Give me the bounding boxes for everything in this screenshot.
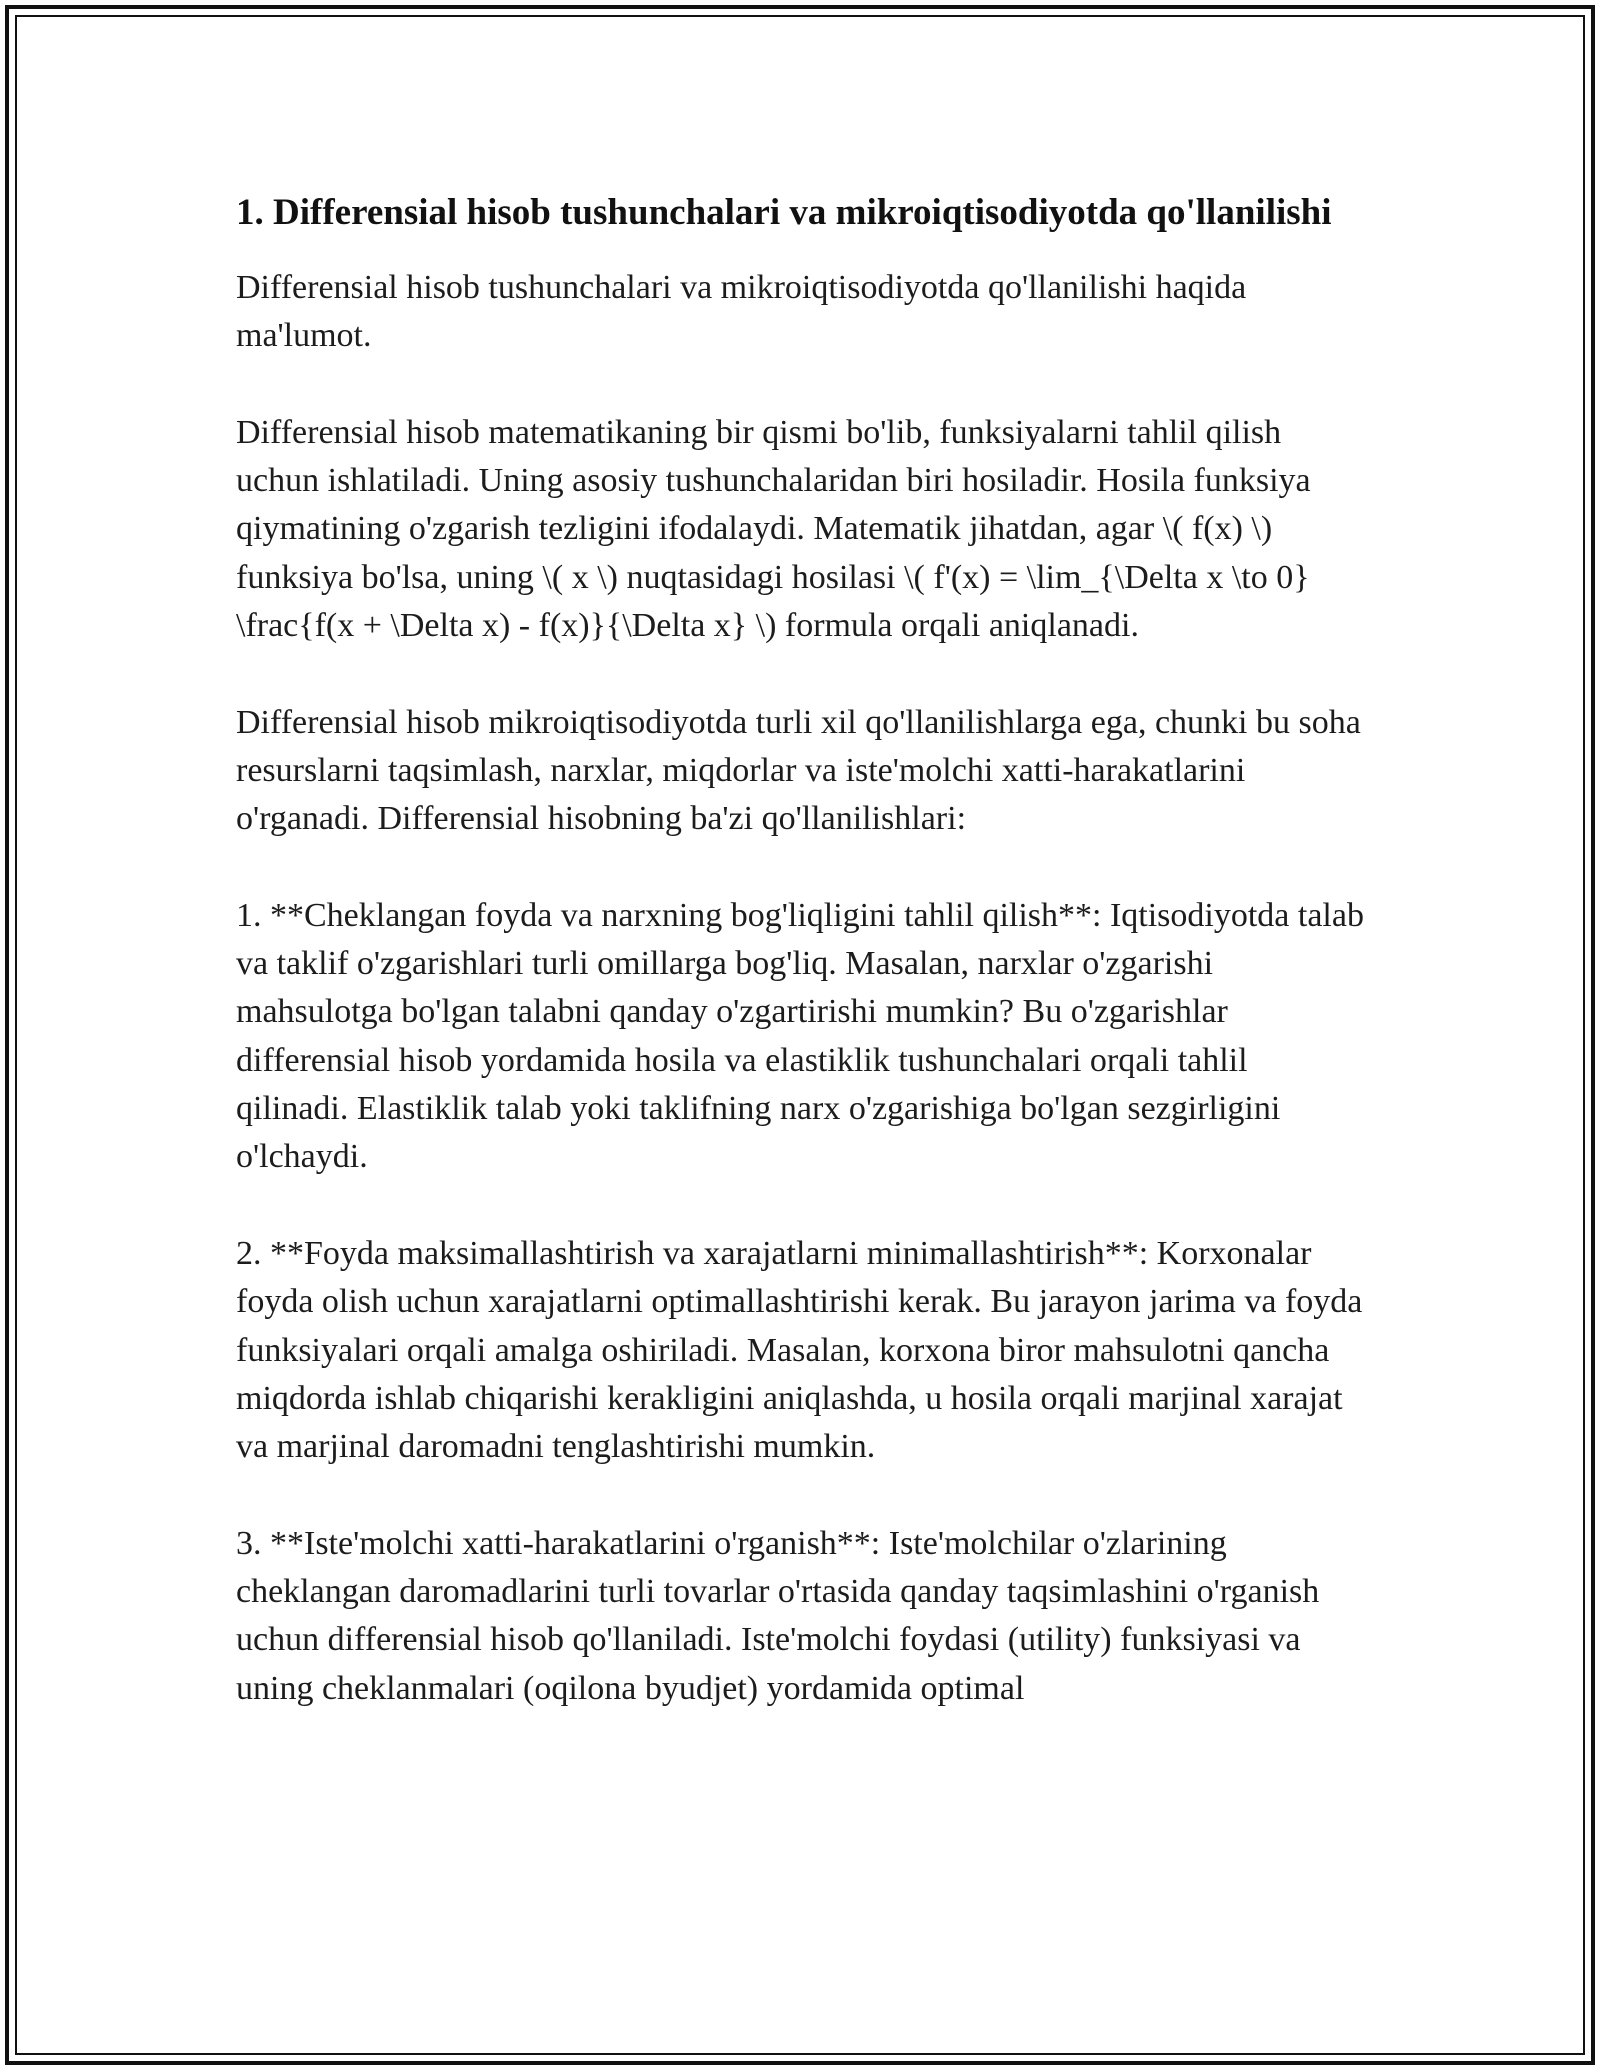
- intro-paragraph: Differensial hisob tushunchalari va mikroiqtisodiyotda qo'llanilishi haqida ma'lumot.: [236, 269, 1247, 355]
- applications-intro-paragraph: Differensial hisob mikroiqtisodiyotda turli xil qo'llanilishlarga ega, chunki bu soha resurslarni taqsimlash, narxlar, miqdorlar va iste'molchi xatti-harakatlarini o'rganadi. Differensial hisobning ba'zi qo'llanilishlari:: [236, 703, 1361, 838]
- application-item-1: 1. **Cheklangan foyda va narxning bog'liqligini tahlil qilish**: Iqtisodiyotda talab va taklif o'zgarishlari turli omillarga bog'liq. Masalan, narxlar o'zgarishi mahsulotga bo'lgan talabni qanday o'zgartirishi mumkin? Bu o'zgarishlar differensial hisob yordamida hosila va elastiklik tushunchalari orqali tahlil qilinadi. Elastiklik talab yoki taklifning narx o'zgarishiga bo'lgan sezgirligini o'lchaydi.: [236, 896, 1364, 1176]
- application-item-2: 2. **Foyda maksimallashtirish va xarajatlarni minimallashtirish**: Korxonalar foyda olish uchun xarajatlarni optimallashtirishi kerak. Bu jarayon jarima va foyda funksiyalari orqali amalga oshiriladi. Masalan, korxona biror mahsulotni qancha miqdorda ishlab chiqarishi kerakligini aniqlashda, u hosila orqali marjinal xarajat va marjinal daromadni tenglashtirishi mumkin.: [236, 1234, 1363, 1466]
- definition-paragraph: Differensial hisob matematikaning bir qismi bo'lib, funksiyalarni tahlil qilish uchun ishlatiladi. Uning asosiy tushunchalaridan biri hosiladir. Hosila funksiya qiymatining o'zgarish tezligini ifodalaydi. Matematik jihatdan, agar \( f(x) \) funksiya bo'lsa, uning \( x \) nuqtasidagi hosilasi \( f'(x) = \lim_{\Delta x \to 0} \frac{f(x + \Delta x) - f(x)}{\Delta x} \) formula orqali aniqlanadi.: [236, 413, 1311, 645]
- page-title: 1. Differensial hisob tushunchalari va mikroiqtisodiyotda qo'llanilishi: [236, 192, 1332, 233]
- page-content: [236, 185, 1366, 1713]
- application-item-3: 3. **Iste'molchi xatti-harakatlarini o'rganish**: Iste'molchilar o'zlarining cheklangan daromadlarini turli tovarlar o'rtasida qanday taqsimlashini o'rganish uchun differensial hisob qo'llaniladi. Iste'molchi foydasi (utility) funksiyasi va uning cheklanmalari (oqilona byudjet) yordamida optimal: [236, 1524, 1320, 1707]
